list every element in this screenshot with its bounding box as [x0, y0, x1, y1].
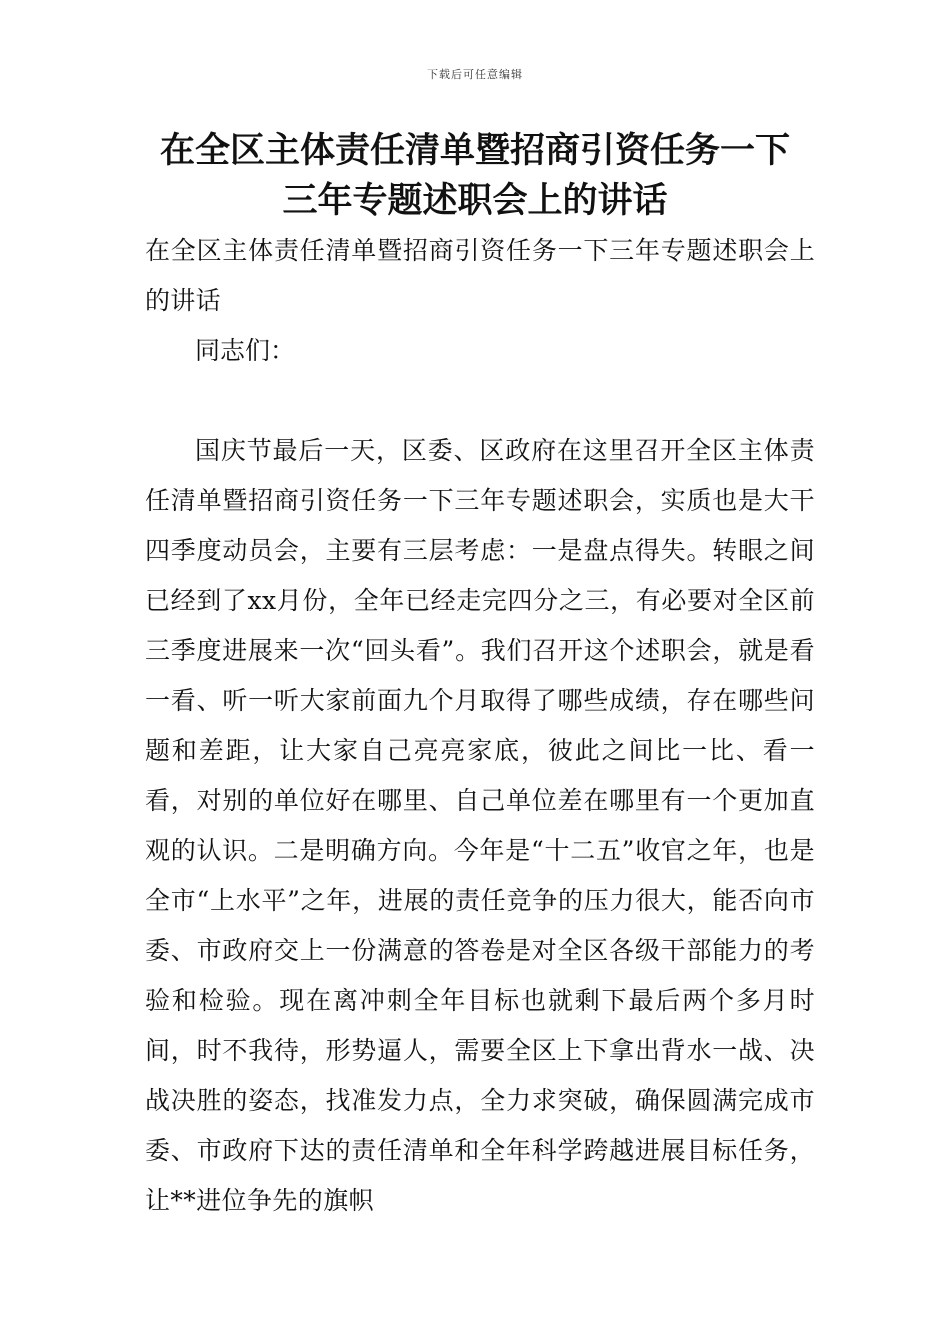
salutation: 同志们：: [195, 336, 296, 365]
document-body: [145, 226, 815, 1226]
title-line-1: 在全区主体责任清单暨招商引资任务一下: [159, 131, 790, 171]
paragraph-spacer: [145, 376, 815, 426]
document-subtitle: 在全区主体责任清单暨招商引资任务一下三年专题述职会上的讲话: [145, 236, 815, 315]
document-title: [120, 126, 830, 226]
title-line-2: 三年专题述职会上的讲话: [282, 181, 668, 221]
body-paragraph: 国庆节最后一天，区委、区政府在这里召开全区主体责任清单暨招商引资任务一下三年专题述职会，实质也是大干四季度动员会，主要有三层考虑：一是盘点得失。转眼之间已经到了xx月份，全年已经走完四分之三，有必要对全区前三季度进展来一次“回头看”。我们召开这个述职会，就是看一看、听一听大家前面九个月取得了哪些成绩，存在哪些问题和差距，让大家自己亮亮家底，彼此之间比一比、看一看，对别的单位好在哪里、自己单位差在哪里有一个更加直观的认识。二是明确方向。今年是“十二五”收官之年，也是全市“上水平”之年，进展的责任竞争的压力很大，能否向市委、市政府交上一份满意的答卷是对全区各级干部能力的考验和检验。现在离冲刺全年目标也就剩下最后两个多月时间，时不我待，形势逼人，需要全区上下拿出背水一战、决战决胜的姿态，找准发力点，全力求突破，确保圆满完成市委、市政府下达的责任清单和全年科学跨越进展目标任务，让**进位争先的旗帜: [145, 436, 815, 1215]
header-note: 下载后可任意编辑: [427, 68, 523, 81]
